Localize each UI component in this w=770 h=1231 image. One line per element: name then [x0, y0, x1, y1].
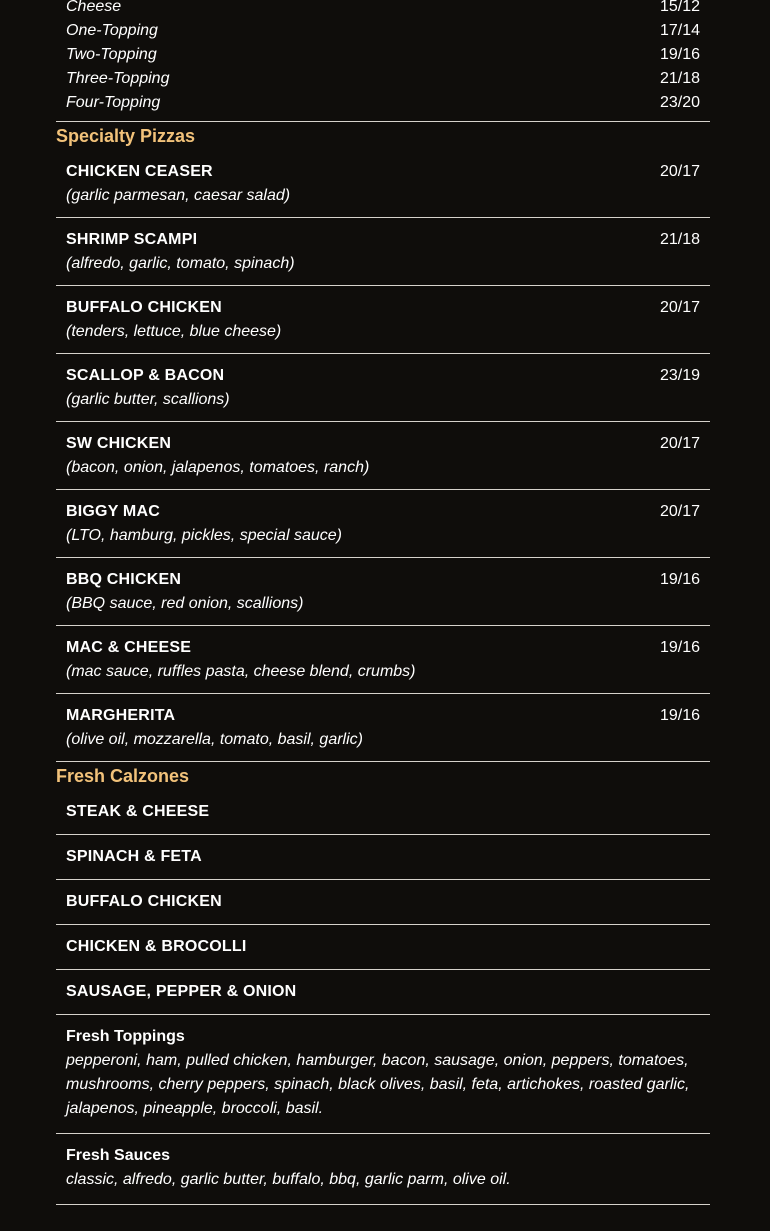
specialty-item — [56, 490, 710, 558]
specialty-desc: (alfredo, garlic, tomato, spinach) — [66, 255, 295, 272]
sauces-title: Fresh Sauces — [66, 1147, 171, 1164]
basic-pizza-item — [56, 19, 710, 43]
specialty-item — [56, 626, 710, 694]
specialty-name: BUFFALO CHICKEN — [66, 299, 222, 316]
specialty-price: 19/16 — [659, 571, 700, 588]
basic-pizza-item — [56, 91, 710, 115]
basic-pizza-item — [56, 67, 710, 91]
basic-pizza-price: 21/18 — [659, 70, 700, 87]
calzone-item: STEAK & CHEESE — [56, 790, 710, 835]
toppings-text: pepperoni, ham, pulled chicken, hamburger, bacon, sausage, onion, peppers, tomatoes, mushrooms, cherry peppers, spinach, black olives, basil, feta, artichokes, roasted garlic, jalapenos, pineapple, broccoli, basil. — [66, 1052, 690, 1117]
specialty-price: 20/17 — [659, 503, 700, 520]
specialty-name: BIGGY MAC — [66, 503, 160, 520]
basic-pizza-item — [56, 43, 710, 67]
specialty-desc: (garlic parmesan, caesar salad) — [66, 187, 291, 204]
calzone-item: BUFFALO CHICKEN — [56, 880, 710, 925]
specialty-desc: (bacon, onion, jalapenos, tomatoes, ranch) — [66, 459, 370, 476]
specialty-desc: (olive oil, mozzarella, tomato, basil, garlic) — [66, 731, 363, 748]
basic-pizza-price: 19/16 — [659, 46, 700, 63]
calzones-heading: Fresh Calzones — [56, 766, 190, 786]
calzone-item: SPINACH & FETA — [56, 835, 710, 880]
specialty-price: 21/18 — [659, 231, 700, 248]
specialty-name: CHICKEN CEASER — [66, 163, 213, 180]
basic-pizza-price: 23/20 — [659, 94, 700, 111]
specialty-desc: (mac sauce, ruffles pasta, cheese blend, crumbs) — [66, 663, 416, 680]
specialty-item — [56, 422, 710, 490]
calzone-item: CHICKEN & BROCOLLI — [56, 925, 710, 970]
specialty-name: SHRIMP SCAMPI — [66, 231, 198, 248]
specialty-name: MARGHERITA — [66, 707, 176, 724]
specialty-price: 23/19 — [659, 367, 700, 384]
specialty-price: 20/17 — [659, 435, 700, 452]
toppings-title: Fresh Toppings — [66, 1028, 185, 1045]
sauces-block — [56, 1134, 710, 1205]
specialty-name: SCALLOP & BACON — [66, 367, 225, 384]
basic-pizza-list — [56, 0, 710, 122]
menu-content — [56, 0, 710, 1205]
specialty-price: 19/16 — [659, 639, 700, 656]
specialty-name: MAC & CHEESE — [66, 639, 192, 656]
basic-pizza-item — [56, 0, 710, 19]
toppings-block — [56, 1015, 710, 1134]
specialty-item — [56, 286, 710, 354]
specialty-item — [56, 694, 710, 762]
calzone-item: SAUSAGE, PEPPER & ONION — [56, 970, 710, 1015]
specialty-desc: (garlic butter, scallions) — [66, 391, 230, 408]
specialty-price: 20/17 — [659, 163, 700, 180]
specialty-heading: Specialty Pizzas — [56, 126, 196, 146]
specialty-desc: (BBQ sauce, red onion, scallions) — [66, 595, 304, 612]
specialty-item — [56, 558, 710, 626]
specialty-price: 19/16 — [659, 707, 700, 724]
specialty-item — [56, 354, 710, 422]
basic-pizza-name: Cheese — [66, 0, 122, 15]
basic-pizza-name: One-Topping — [66, 22, 158, 39]
specialty-item — [56, 150, 710, 218]
specialty-name: BBQ CHICKEN — [66, 571, 182, 588]
specialty-price: 20/17 — [659, 299, 700, 316]
basic-pizza-price: 17/14 — [659, 22, 700, 39]
basic-pizza-price: 15/12 — [659, 0, 700, 15]
sauces-text: classic, alfredo, garlic butter, buffalo, bbq, garlic parm, olive oil. — [66, 1171, 511, 1188]
basic-pizza-name: Two-Topping — [66, 46, 157, 63]
basic-pizza-name: Four-Topping — [66, 94, 161, 111]
basic-pizza-name: Three-Topping — [66, 70, 170, 87]
specialty-item — [56, 218, 710, 286]
specialty-name: SW CHICKEN — [66, 435, 172, 452]
specialty-desc: (LTO, hamburg, pickles, special sauce) — [66, 527, 342, 544]
specialty-desc: (tenders, lettuce, blue cheese) — [66, 323, 282, 340]
